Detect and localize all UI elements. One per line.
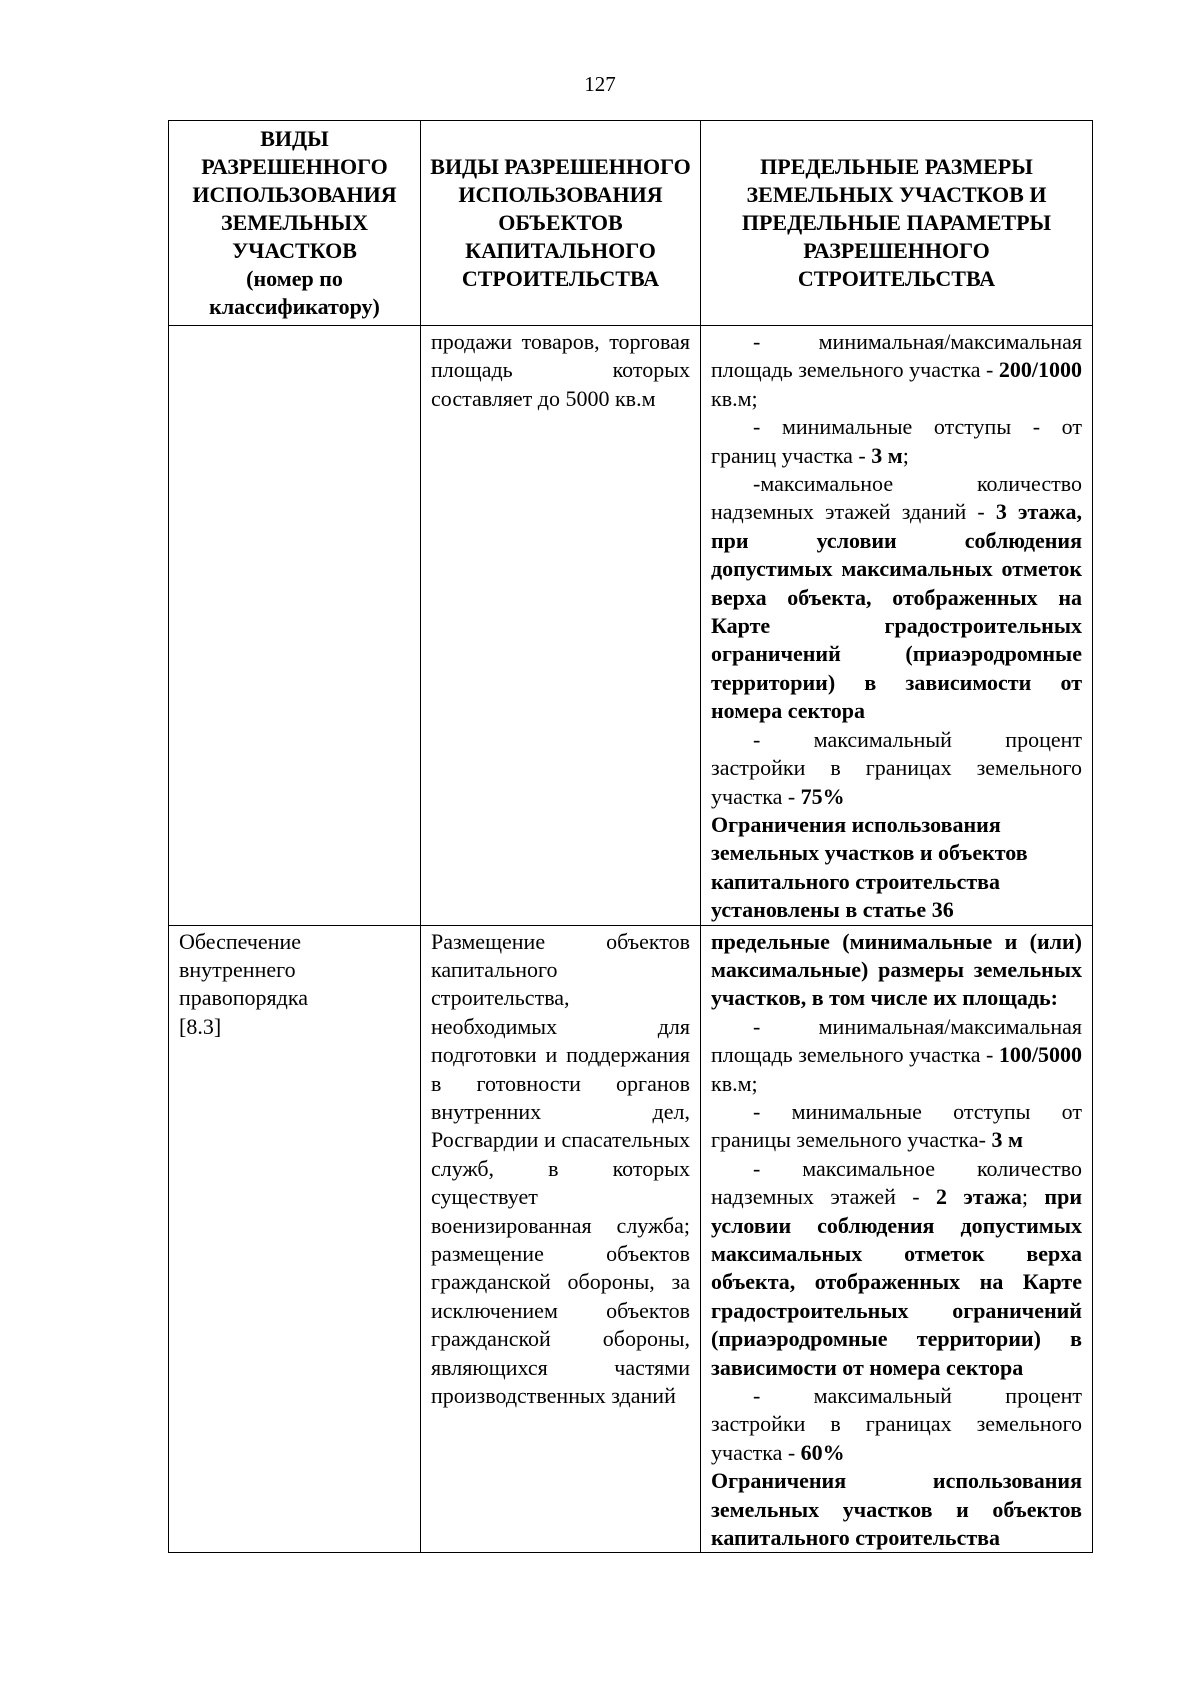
table-row [169, 925, 1093, 1553]
row2-construction-cell: Размещение объектов капитального строительства, необходимых для подготовки и поддержания в готовности органов внутренних дел, Росгвардии и спасательных служб, в которых существует военизированная служба; размещение объектов гражданской обороны, за исключением объектов гражданской обороны, являющихся частями производственных зданий [421, 925, 701, 1553]
row1-floors-param: -максимальное количество надземных этажей зданий - 3 этажа, при условии соблюдения допустимых максимальных отметок верха объекта, отображенных на Карте градостроительных ограничений (приаэродромные территории) в зависимости от номера сектора [711, 471, 1082, 724]
table-row [169, 326, 1093, 926]
row1-coverage-param: - максимальный процент застройки в границах земельного участка - 75% [711, 726, 1082, 809]
header-classifier-note: (номер по классификатору) [209, 266, 380, 319]
regulations-table [168, 120, 1093, 1553]
row2-setback-param: - минимальные отступы от границы земельного участка- 3 м [711, 1098, 1082, 1153]
row2-restrictions-note: Ограничения использования земельных участков и объектов капитального строительства [711, 1468, 1082, 1551]
row1-restrictions-note: Ограничения использования земельных участков и объектов капитального строительства установлены в статье 36 [711, 811, 1028, 923]
row1-area-param: - минимальная/максимальная площадь земельного участка - 200/1000 кв.м; [711, 329, 1082, 411]
row2-floors-param: - максимальное количество надземных этажей - 2 этажа; при условии соблюдения допустимых максимальных отметок верха объекта, отображенных на Карте градостроительных ограничений (приаэродромные территории) в зависимости от номера сектора [711, 1155, 1082, 1380]
row2-area-param: - минимальная/максимальная площадь земельного участка - 100/5000 кв.м; [711, 1013, 1082, 1096]
row1-setback-param: - минимальные отступы - от границ участка - 3 м; [711, 414, 1082, 468]
row2-coverage-param: - максимальный процент застройки в границах земельного участка - 60% [711, 1383, 1082, 1465]
header-limit-parameters: ПРЕДЕЛЬНЫЕ РАЗМЕРЫ ЗЕМЕЛЬНЫХ УЧАСТКОВ И ПРЕДЕЛЬНЫЕ ПАРАМЕТРЫ РАЗРЕШЕННОГО СТРОИТЕЛЬСТВА [701, 121, 1093, 326]
row1-parameters-cell [701, 326, 1093, 926]
row2-parameters-cell [701, 925, 1093, 1553]
row2-limits-heading: предельные (минимальные и (или) максимальные) размеры земельных участков, в том числе их площадь: [711, 928, 1082, 1011]
row1-construction-cell: продажи товаров, торговая площадь которых составляет до 5000 кв.м [421, 326, 701, 926]
row1-land-use-cell [169, 326, 421, 926]
header-capital-construction-types: ВИДЫ РАЗРЕШЕННОГО ИСПОЛЬЗОВАНИЯ ОБЪЕКТОВ КАПИТАЛЬНОГО СТРОИТЕЛЬСТВА [421, 121, 701, 326]
row2-land-use-name: Обеспечение внутреннего правопорядка [179, 928, 308, 1011]
header-land-use-title: ВИДЫ РАЗРЕШЕННОГО ИСПОЛЬЗОВАНИЯ ЗЕМЕЛЬНЫХ УЧАСТКОВ [192, 126, 397, 263]
page-number: 127 [584, 72, 616, 96]
row2-land-use-cell [169, 925, 421, 1553]
row2-classifier-code: [8.3] [179, 1013, 222, 1039]
header-land-use-types [169, 121, 421, 326]
table-header-row [169, 121, 1093, 326]
